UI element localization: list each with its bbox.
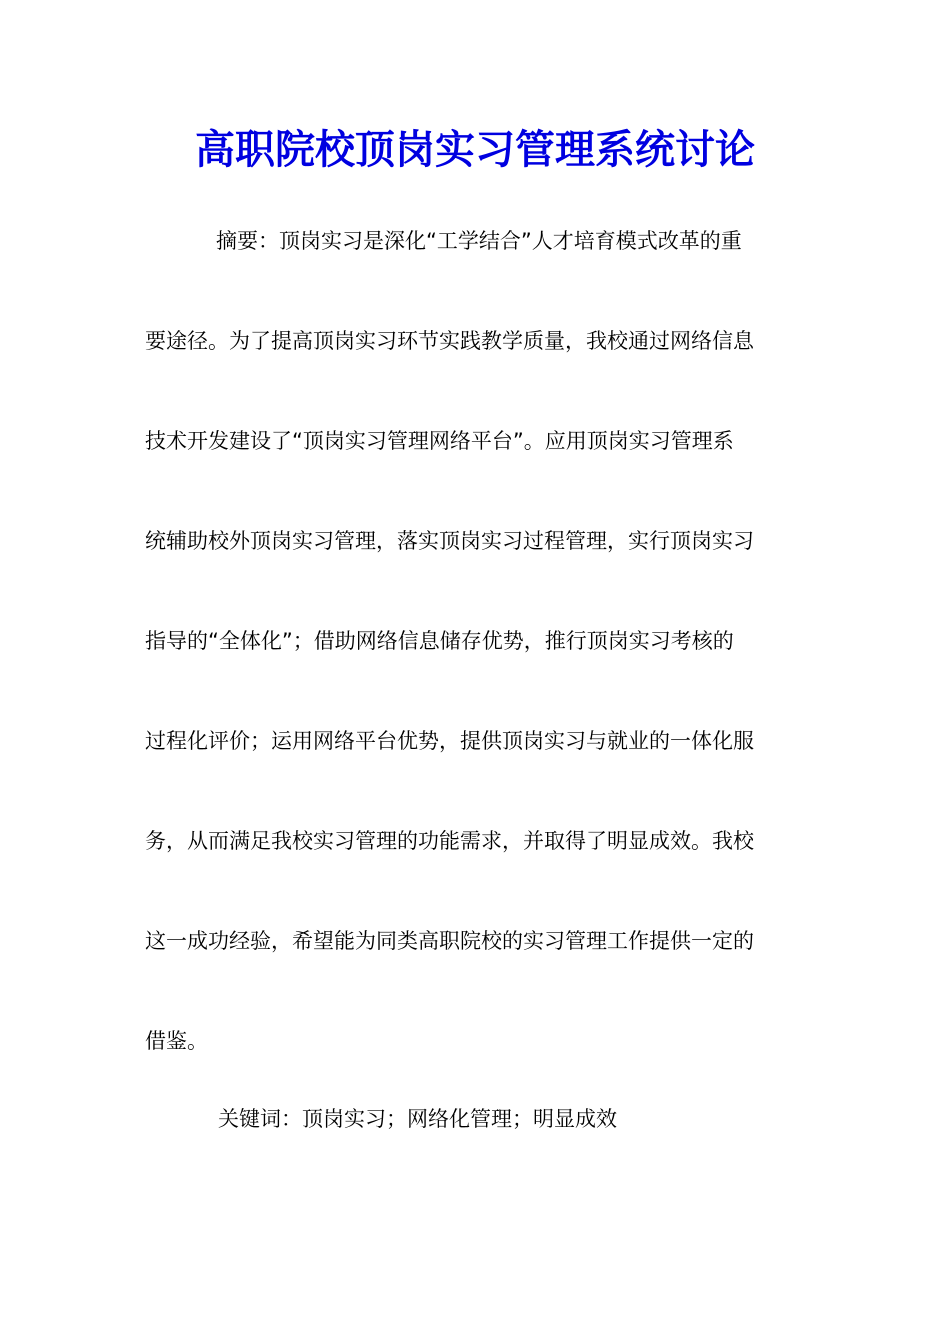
abstract-line-3: 技术开发建设了“顶岗实习管理网络平台”。应用顶岗实习管理系 [145, 429, 734, 453]
abstract-line-8: 这一成功经验，希望能为同类高职院校的实习管理工作提供一定的 [145, 929, 754, 953]
abstract-line-1: 摘要：顶岗实习是深化“工学结合”人才培育模式改革的重 [216, 229, 742, 253]
abstract-line-7: 务，从而满足我校实习管理的功能需求，并取得了明显成效。我校 [145, 829, 754, 853]
abstract-line-6: 过程化评价；运用网络平台优势，提供顶岗实习与就业的一体化服 [145, 729, 754, 753]
abstract-line-5: 指导的“全体化”；借助网络信息储存优势，推行顶岗实习考核的 [145, 629, 734, 653]
keywords-line: 关键词：顶岗实习；网络化管理；明显成效 [218, 1107, 617, 1131]
document-title: 高职院校顶岗实习管理系统讨论 [195, 126, 755, 173]
abstract-line-9: 借鉴。 [145, 1029, 208, 1053]
abstract-line-2: 要途径。为了提高顶岗实习环节实践教学质量，我校通过网络信息 [145, 329, 754, 353]
abstract-line-4: 统辅助校外顶岗实习管理，落实顶岗实习过程管理，实行顶岗实习 [145, 529, 754, 553]
